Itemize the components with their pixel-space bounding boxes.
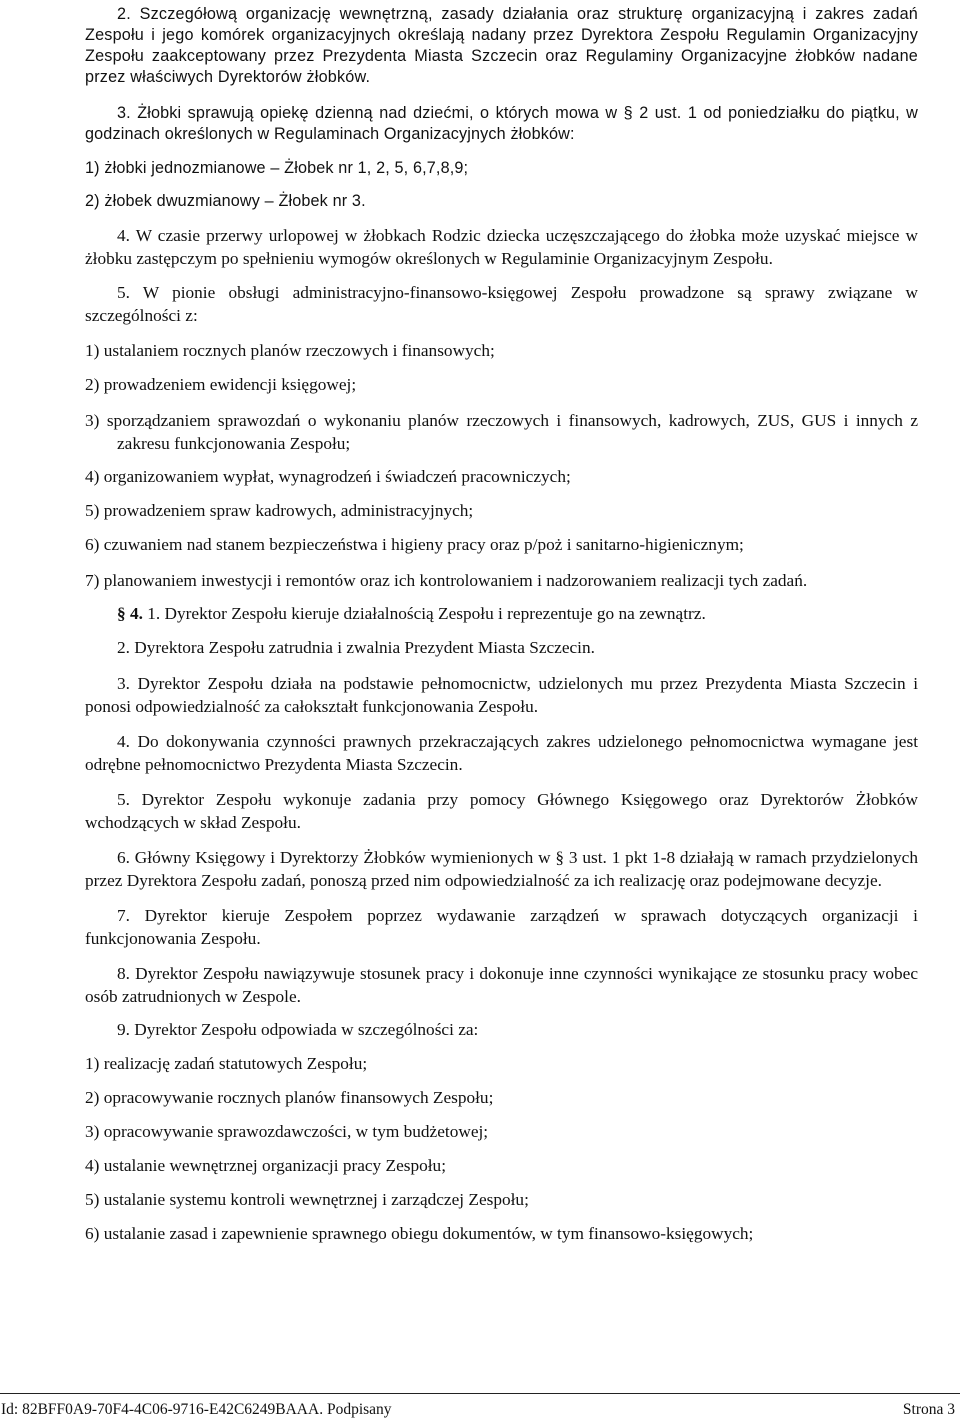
paragraph-3-text: 3. Żłobki sprawują opiekę dzienną nad dziećmi, o których mowa w § 2 ust. 1 od poniedziałku do piątku, w godzinach określonych w Regulaminach Organizacyjnych żłobków: [85,104,918,143]
list-item: 1) żłobki jednozmianowe – Żłobek nr 1, 2, 5, 6,7,8,9; [85,159,469,177]
section-4-paragraph-5: 5. Dyrektor Zespołu wykonuje zadania przy pomocy Głównego Księgowego oraz Dyrektorów Żłobków wchodzących w skład Zespołu. [85,790,918,832]
section-sign: § 4. [117,604,143,623]
list-item: 1) realizację zadań statutowych Zespołu; [85,1054,368,1073]
paragraph-5: 5. W pionie obsługi administracyjno-finansowo-księgowej Zespołu prowadzone są sprawy związane w szczególności z: [85,283,918,325]
list-item: 2) żłobek dwuzmianowy – Żłobek nr 3. [85,192,366,210]
list-item: 3) opracowywanie sprawozdawczości, w tym budżetowej; [85,1122,489,1141]
section-4-paragraph-3: 3. Dyrektor Zespołu działa na podstawie pełnomocnictw, udzielonych mu przez Prezydenta Miasta Szczecin i ponosi odpowiedzialność za całokształt funkcjonowania Zespołu. [85,674,918,716]
list-item: 1) ustalaniem rocznych planów rzeczowych i finansowych; [85,341,495,360]
document-body [85,4,918,1244]
list-item: 4) ustalanie wewnętrznej organizacji pracy Zespołu; [85,1156,446,1175]
section-4-paragraph-2: 2. Dyrektora Zespołu zatrudnia i zwalnia Prezydent Miasta Szczecin. [117,638,595,657]
list-item: 4) organizowaniem wypłat, wynagrodzeń i świadczeń pracowniczych; [85,467,571,486]
paragraph-2: 2. Szczegółową organizację wewnętrzną, zasady działania oraz strukturę organizacyjną i zakres zadań Zespołu i jego komórek organizacyjnych określają nadany przez Dyrektora Zespołu Regulamin Organizacyjny Zespołu zaakceptowany przez Prezydenta Miasta Szczecin oraz Regulaminy Organizacyjne żłobków nadane przez właściwych Dyrektorów żłobków. [85,5,918,86]
list-item: 3) sporządzaniem sprawozdań o wykonaniu planów rzeczowych i finansowych, kadrowych, ZUS, GUS i innych z zakresu funkcjonowania Zespołu; [85,411,918,453]
section-4-paragraph-1 [85,604,918,624]
page-number: Strona 3 [902,1401,955,1418]
list-item: 6) ustalanie zasad i zapewnienie sprawnego obiegu dokumentów, w tym finansowo-księgowych; [85,1224,754,1243]
paragraph-3-intro [85,103,918,145]
paragraph-4: 4. W czasie przerwy urlopowej w żłobkach Rodzic dziecka uczęszczającego do żłobka może uzyskać miejsce w żłobku zastępczym po spełnieniu wymogów określonych w Regulaminie Organizacyjnym Zespołu. [85,226,918,268]
section-4-paragraph-7: 7. Dyrektor kieruje Zespołem poprzez wydawanie zarządzeń w sprawach dotyczących organizacji i funkcjonowania Zespołu. [85,906,918,948]
list-item: 2) prowadzeniem ewidencji księgowej; [85,375,357,394]
section-4-paragraph-1-text: 1. Dyrektor Zespołu kieruje działalnością Zespołu i reprezentuje go na zewnątrz. [142,604,706,623]
document-id-signature: Id: 82BFF0A9-70F4-4C06-9716-E42C6249BAAA. Podpisany [1,1401,392,1418]
list-item: 2) opracowywanie rocznych planów finansowych Zespołu; [85,1088,494,1107]
section-4-paragraph-8: 8. Dyrektor Zespołu nawiązywuje stosunek pracy i dokonuje inne czynności wynikające ze stosunku pracy wobec osób zatrudnionych w Zespole. [85,964,918,1006]
list-item: 5) prowadzeniem spraw kadrowych, administracyjnych; [85,501,474,520]
page-footer [0,1393,960,1420]
list-item: 6) czuwaniem nad stanem bezpieczeństwa i higieny pracy oraz p/poż i sanitarno-higienicznym; [85,535,744,554]
list-item: 7) planowaniem inwestycji i remontów oraz ich kontrolowaniem i nadzorowaniem realizacji tych zadań. [85,571,808,590]
list-item: 5) ustalanie systemu kontroli wewnętrznej i zarządczej Zespołu; [85,1190,529,1209]
section-4-paragraph-9: 9. Dyrektor Zespołu odpowiada w szczególności za: [117,1020,479,1039]
section-4-paragraph-4: 4. Do dokonywania czynności prawnych przekraczających zakres udzielonego pełnomocnictwa wymagane jest odrębne pełnomocnictwo Prezydenta Miasta Szczecin. [85,732,918,774]
section-4-paragraph-6: 6. Główny Księgowy i Dyrektorzy Żłobków wymienionych w § 3 ust. 1 pkt 1-8 działają w ramach przydzielonych przez Dyrektora Zespołu zadań, ponoszą przed nim odpowiedzialność za ich realizację oraz podejmowane decyzje. [85,848,918,890]
